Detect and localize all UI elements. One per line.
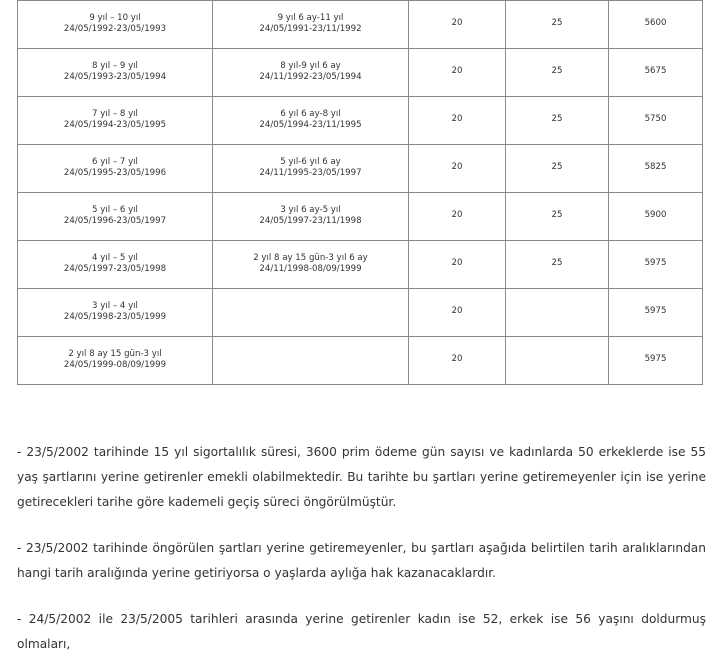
period-range: 6 yıl 6 ay-8 yıl [280,109,341,119]
premium-days-cell: 5750 [609,97,703,145]
period-dates: 24/05/1992-23/05/1993 [63,24,167,34]
value-cell-d [506,337,609,385]
premium-days-cell: 5900 [609,193,703,241]
insurance-period-cell [18,193,213,241]
period-dates: 24/05/1997-23/05/1998 [63,264,167,274]
period-range: 5 yıl – 6 yıl [92,205,138,215]
period-dates: 24/05/1993-23/05/1994 [63,72,167,82]
premium-days-cell: 5975 [609,337,703,385]
period-dates: 24/11/1998-08/09/1999 [259,264,362,274]
value-cell-c: 20 [409,145,506,193]
value-cell-c: 20 [409,193,506,241]
period-range: 2 yıl 8 ay 15 gün-3 yıl 6 ay [253,253,368,263]
period-dates: 24/05/1999-08/09/1999 [63,360,167,370]
value-cell-d: 25 [506,49,609,97]
period-range: 9 yıl – 10 yıl [89,13,141,23]
table-row [18,289,703,337]
insurance-period-cell [18,241,213,289]
period-dates: 24/05/1994-23/11/1995 [259,120,362,130]
period-dates: 24/11/1992-23/05/1994 [259,72,362,82]
value-cell-d: 25 [506,241,609,289]
insurance-period-cell [18,337,213,385]
table-row [18,337,703,385]
insurance-period-cell [18,49,213,97]
table-row [18,1,703,49]
period-range: 2 yıl 8 ay 15 gün-3 yıl [68,349,162,359]
eligibility-table [17,0,703,385]
alt-period-cell [213,1,409,49]
insurance-period-cell [18,145,213,193]
value-cell-d: 25 [506,1,609,49]
value-cell-c: 20 [409,1,506,49]
period-range: 9 yıl 6 ay-11 yıl [277,13,344,23]
period-dates: 24/05/1997-23/11/1998 [259,216,362,226]
value-cell-c: 20 [409,49,506,97]
alt-period-cell [213,49,409,97]
eligibility-table-container [17,0,702,385]
alt-period-cell [213,289,409,337]
table-row [18,145,703,193]
insurance-period-cell [18,1,213,49]
alt-period-cell [213,193,409,241]
period-dates: 24/05/1996-23/05/1997 [63,216,167,226]
alt-period-cell [213,145,409,193]
value-cell-c: 20 [409,241,506,289]
value-cell-d: 25 [506,145,609,193]
alt-period-cell [213,97,409,145]
premium-days-cell: 5975 [609,289,703,337]
value-cell-d: 25 [506,97,609,145]
insurance-period-cell [18,97,213,145]
table-row [18,241,703,289]
period-range: 6 yıl – 7 yıl [92,157,138,167]
period-range: 7 yıl – 8 yıl [92,109,138,119]
premium-days-cell: 5675 [609,49,703,97]
table-row [18,97,703,145]
paragraph: - 24/5/2002 ile 23/5/2005 tarihleri arasında yerine getirenler kadın ise 52, erkek ise 56 yaşını doldurmuş olmaları, [17,612,706,651]
period-range: 8 yıl – 9 yıl [92,61,138,71]
paragraph: - 23/5/2002 tarihinde 15 yıl sigortalılık süresi, 3600 prim ödeme gün sayısı ve kadınlarda 50 erkeklerde ise 55 yaş şartlarını yerine getirenler emekli olabilmektedir. Bu tarihte bu şartları yerine getiremeyenler için ise yerine getirecekleri tarihe göre kademeli geçiş süreci öngörülmüştür. [17,445,706,509]
insurance-period-cell [18,289,213,337]
period-range: 5 yıl-6 yıl 6 ay [280,157,341,167]
period-range: 3 yıl – 4 yıl [92,301,138,311]
period-range: 4 yıl – 5 yıl [92,253,138,263]
value-cell-c: 20 [409,337,506,385]
value-cell-d [506,289,609,337]
period-dates: 24/11/1995-23/05/1997 [259,168,362,178]
value-cell-c: 20 [409,97,506,145]
period-range: 8 yıl-9 yıl 6 ay [280,61,341,71]
value-cell-c: 20 [409,289,506,337]
alt-period-cell [213,337,409,385]
period-dates: 24/05/1994-23/05/1995 [63,120,167,130]
table-row [18,193,703,241]
table-row [18,49,703,97]
period-dates: 24/05/1991-23/11/1992 [259,24,362,34]
period-dates: 24/05/1995-23/05/1996 [63,168,167,178]
alt-period-cell [213,241,409,289]
period-range: 3 yıl 6 ay-5 yıl [280,205,341,215]
premium-days-cell: 5825 [609,145,703,193]
premium-days-cell: 5600 [609,1,703,49]
paragraph: - 23/5/2002 tarihinde öngörülen şartları yerine getiremeyenler, bu şartları aşağıda belirtilen tarih aralıklarından hangi tarih aralığında yerine getiriyorsa o yaşlarda aylığa hak kazanacaklardır. [17,541,706,580]
body-text [17,440,706,657]
period-dates: 24/05/1998-23/05/1999 [63,312,167,322]
value-cell-d: 25 [506,193,609,241]
premium-days-cell: 5975 [609,241,703,289]
